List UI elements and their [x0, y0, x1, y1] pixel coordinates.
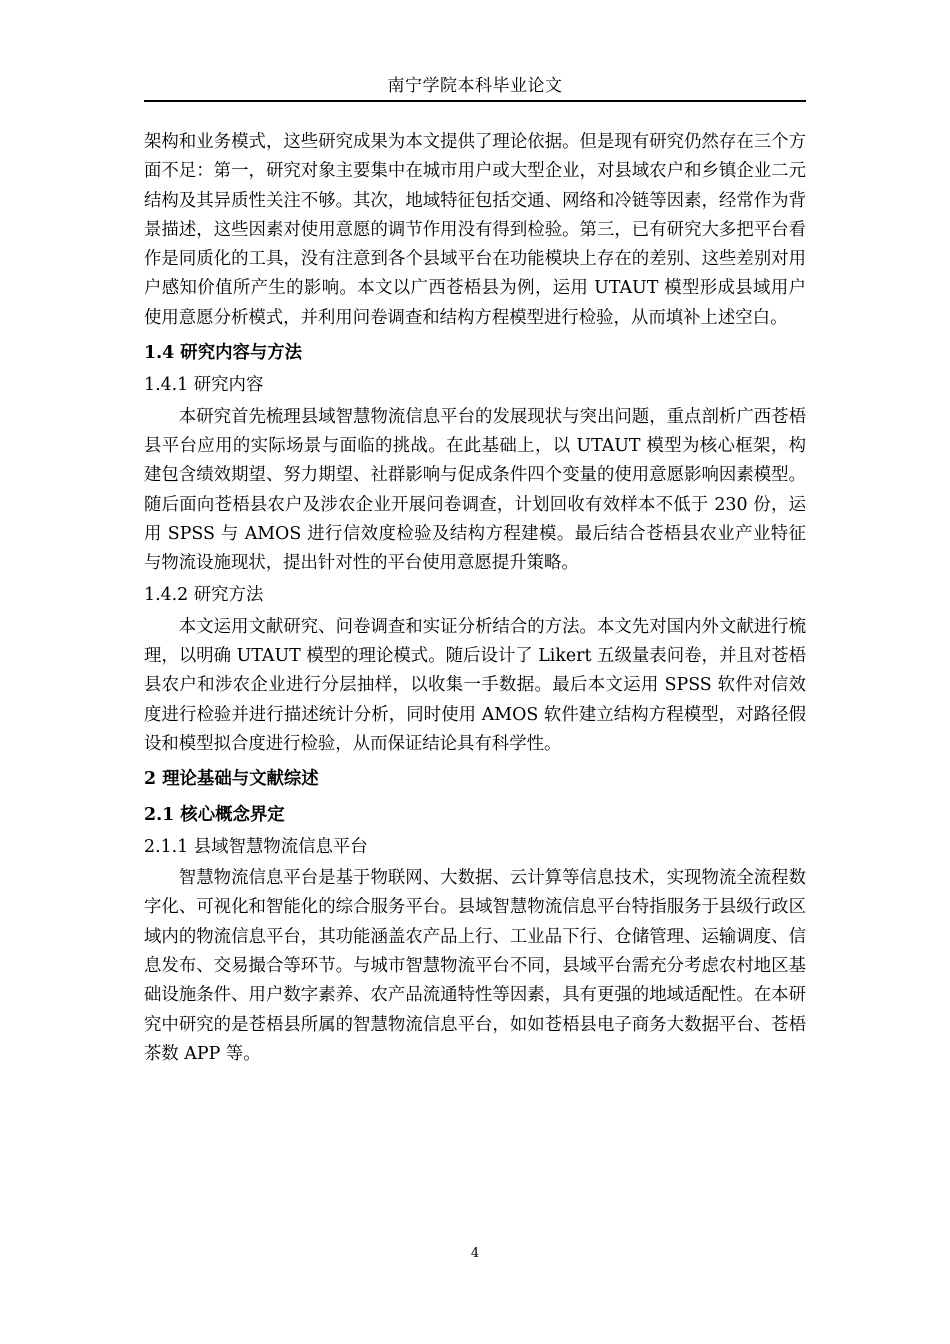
paragraph-research-methods: 本文运用文献研究、问卷调查和实证分析结合的方法。本文先对国内外文献进行梳理，以明确 UTAUT 模型的理论模式。随后设计了 Likert 五级量表问卷，并且对苍梧县农户和涉农企业进行分层抽样，以收集一手数据。最后本文运用 SPSS 软件对信效度进行检验并进行描述统计分析，同时使用 AMOS 软件建立结构方程模型，对路径假设和模型拟合度进行检验，从而保证结论具有科学性。 — [144, 616, 806, 754]
section-heading-1-4: 1.4 研究内容与方法 — [144, 343, 303, 364]
page-body — [144, 128, 806, 1069]
section-heading-2-1: 2.1 核心概念界定 — [144, 804, 285, 825]
header-rule — [144, 100, 806, 102]
page-number: 4 — [470, 1246, 480, 1261]
running-header-title: 南宁学院本科毕业论文 — [387, 76, 563, 96]
subsection-heading-1-4-1: 1.4.1 研究内容 — [144, 375, 264, 396]
subsection-heading-2-1-1: 2.1.1 县域智慧物流信息平台 — [144, 836, 368, 857]
subsection-heading-1-4-2: 1.4.2 研究方法 — [144, 585, 264, 606]
paragraph-research-content: 本研究首先梳理县域智慧物流信息平台的发展现状与突出问题，重点剖析广西苍梧县平台应用的实际场景与面临的挑战。在此基础上，以 UTAUT 模型为核心框架，构建包含绩效期望、努力期望、社群影响与促成条件四个变量的使用意愿影响因素模型。随后面向苍梧县农户及涉农企业开展问卷调查，计划回收有效样本不低于 230 份，运用 SPSS 与 AMOS 进行信效度检验及结构方程建模。最后结合苍梧县农业产业特征与物流设施现状，提出针对性的平台使用意愿提升策略。 — [144, 406, 806, 574]
paragraph-research-gap: 架构和业务模式，这些研究成果为本文提供了理论依据。但是现有研究仍然存在三个方面不足：第一，研究对象主要集中在城市用户或大型企业，对县域农户和乡镇企业二元结构及其异质性关注不够。其次，地域特征包括交通、网络和冷链等因素，经常作为背景描述，这些因素对使用意愿的调节作用没有得到检验。第三，已有研究大多把平台看作是同质化的工具，没有注意到各个县域平台在功能模块上存在的差别、这些差别对用户感知价值所产生的影响。本文以广西苍梧县为例，运用 UTAUT 模型形成县域用户使用意愿分析模式，并利用问卷调查和结构方程模型进行检验，从而填补上述空白。 — [144, 132, 806, 328]
paragraph-platform-definition: 智慧物流信息平台是基于物联网、大数据、云计算等信息技术，实现物流全流程数字化、可视化和智能化的综合服务平台。县域智慧物流信息平台特指服务于县级行政区域内的物流信息平台，其功能涵盖农产品上行、工业品下行、仓储管理、运输调度、信息发布、交易撮合等环节。与城市智慧物流平台不同，县域平台需充分考虑农村地区基础设施条件、用户数字素养、农产品流通特性等因素，具有更强的地域适配性。在本研究中研究的是苍梧县所属的智慧物流信息平台，如如苍梧县电子商务大数据平台、苍梧茶数 APP 等。 — [144, 868, 806, 1064]
chapter-heading-2: 2 理论基础与文献综述 — [144, 769, 319, 790]
